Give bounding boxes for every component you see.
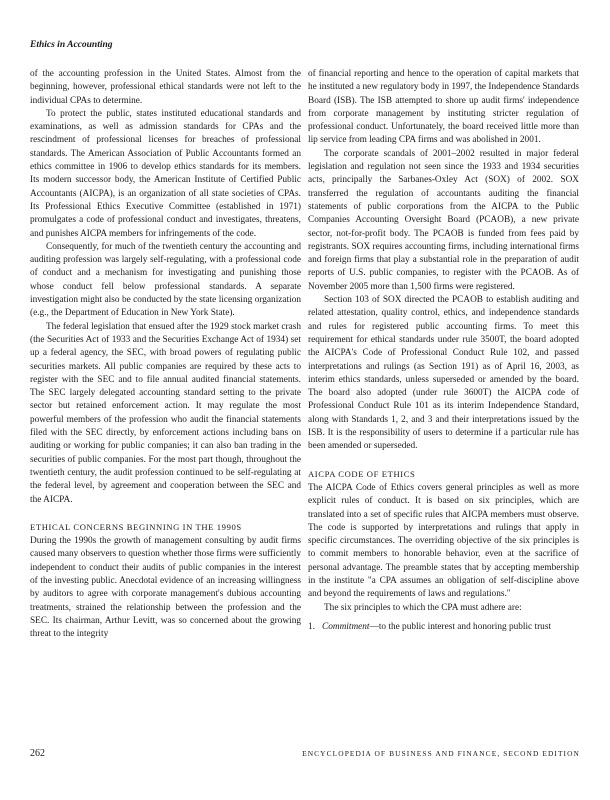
paragraph: The corporate scandals of 2001–2002 resulted in major federal legislation and regulation not seen since the 1933 and 1934 securities acts, principally the Sarbanes-Oxley Act (SOX) of 2002. SOX transferred the regulation of accountants auditing the financial statements of public corporations from the AICPA to the Public Companies Accounting Oversight Board (PCAOB), a new private sector, not-for-profit body. The PCAOB is funded from fees paid by registrants. SOX requires accounting firms, including international firms and foreign firms that play a substantial role in the preparation of audit reports of U.S. public companies, to register with the PCAOB. As of November 2005 more than 1,500 firms were registered. bbox=[308, 148, 579, 292]
paragraph: The six principles to which the CPA must adhere are: bbox=[324, 602, 522, 613]
paragraph: The federal legislation that ensued after the 1929 stock market crash (the Securities Act of 1933 and the Securities Exchange Act of 1934) set up a federal agency, the SEC, with broad powers of regulating public securities markets. All public companies are required by these acts to register with the SEC and to file annual audited financial statements. The SEC largely delegated accounting standard setting to the private sector but retained enforcement action. It may regulate the most powerful members of the profession who audit the financial statements filed with the SEC directly, by enforcement actions including bans on auditing or working for public companies; it can also ban trading in the securities of public companies. For the most part though, throughout the twentieth century, the audit profession continued to be self-regulating at the federal level, by agreement and cooperation between the SEC and the AICPA. bbox=[30, 321, 301, 505]
paragraph: of the accounting profession in the United States. Almost from the beginning, however, professional ethical standards were not left to the individual CPAs to determine. bbox=[30, 69, 301, 106]
paragraph: Section 103 of SOX directed the PCAOB to establish auditing and related attestation, quality control, ethics, and independence standards and rules for registered public accounting firms. To meet this requirement for ethical standards under rule 3500T, the board adopted the AICPA's Code of Professional Conduct Rule 102, and passed interpretations and rulings (as Section 191) as of April 16, 2003, as interim ethics standards, unless superseded or amended by the board. The board also adopted (under rule 3600T) the AICPA code of Professional Conduct Rule 101 as its interim Independence Standard, along with Standards 1, 2, and 3 and their interpretations issued by the ISB. It is the responsibility of users to determine if a particular rule has been amended or superseded. bbox=[308, 295, 579, 452]
principle-text: —to the public interest and honoring public trust bbox=[369, 621, 552, 632]
paragraph: of financial reporting and hence to the operation of capital markets that he instituted a new regulatory body in 1997, the Independence Standards Board (ISB). The ISB attempted to shore up audit firms' independence from corporate management by instituting stricter regulation of professional conduct. Unfortunately, the board received little more than lip service from leading CPA firms and was abolished in 2001. bbox=[308, 69, 579, 146]
section-heading: ETHICAL CONCERNS BEGINNING IN THE 1990S bbox=[30, 521, 242, 532]
paragraph: Consequently, for much of the twentieth century the accounting and auditing profession was largely self-regulating, with a professional code of conduct and a mechanism for investigating and punishing those whose conduct fell below professional standards. A separate investigation might also be conducted by the state licensing organization (e.g., the Department of Education in New York State). bbox=[30, 241, 301, 319]
paragraph: During the 1990s the growth of management consulting by audit firms caused many observers to question whether those firms were sufficiently independent to conduct their audits of public companies in the interest of the investing public. Anecdotal evidence of an increasing willingness by auditors to agree with corporate management's dubious accounting treatments, strained the relationship between the profession and the SEC. Its chairman, Arthur Levitt, was so concerned about the growing threat to the integrity bbox=[30, 536, 301, 640]
list-number: 1. bbox=[308, 621, 315, 632]
publication-title: ENCYCLOPEDIA OF BUSINESS AND FINANCE, SECOND EDITION bbox=[302, 749, 580, 758]
section-heading: AICPA CODE OF ETHICS bbox=[308, 468, 416, 479]
left-column bbox=[30, 68, 301, 641]
page-number: 262 bbox=[30, 748, 45, 759]
running-head: Ethics in Accounting bbox=[30, 40, 113, 50]
principle-term: Commitment bbox=[322, 621, 370, 632]
paragraph: The AICPA Code of Ethics covers general principles as well as more explicit rules of conduct. It is based on six principles, which are translated into a set of specific rules that AICPA members must observe. The code is supported by interpretations and rulings that apply in specific circumstances. The overriding objective of the six principles is to commit members to honorable behavior, even at the sacrifice of personal advantage. The preamble states that by accepting membership in the institute "a CPA assumes an obligation of self-discipline above and beyond the requirements of laws and regulations." bbox=[308, 482, 579, 600]
list-item bbox=[308, 621, 579, 634]
paragraph: To protect the public, states instituted educational standards and examinations, as well as admission standards for CPAs and the rescindment of professional licenses for breaches of professional standards. The American Association of Public Accountants formed an ethics committee in 1906 to develop ethics standards for its members. Its modern successor body, the American Institute of Certified Public Accountants (AICPA), is an organization of all state societies of CPAs. Its Professional Ethics Executive Committee (established in 1971) promulgates a code of professional conduct and investigates, threatens, and punishes AICPA members for infringements of the code. bbox=[30, 108, 301, 239]
right-column bbox=[308, 68, 579, 634]
principles-list bbox=[308, 621, 579, 634]
